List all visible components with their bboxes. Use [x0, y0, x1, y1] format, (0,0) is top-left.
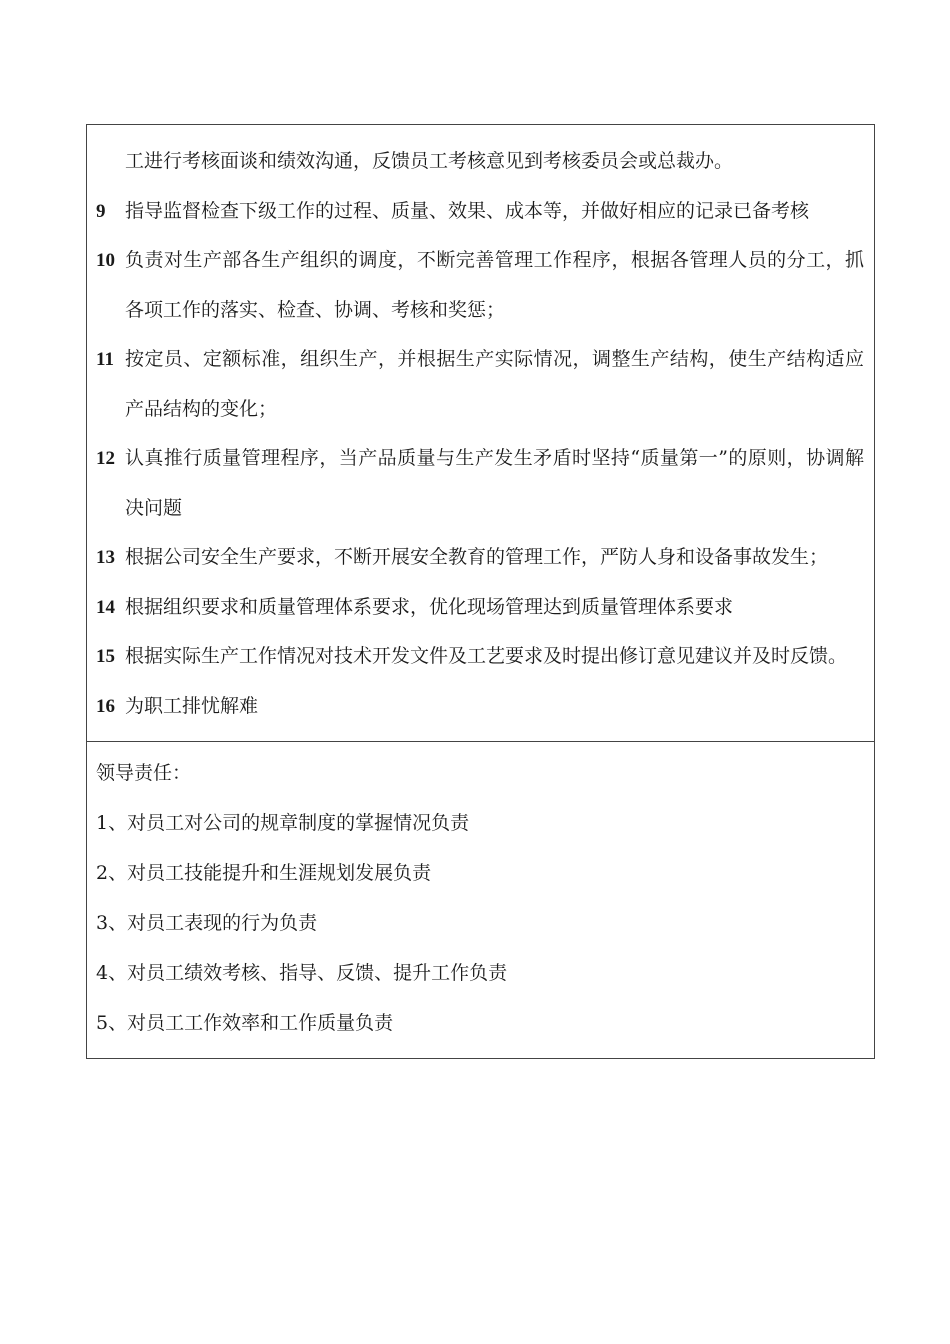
duty-number: 12: [96, 448, 115, 469]
leadership-item: 2、对员工技能提升和生涯规划发展负责: [96, 862, 432, 884]
duty-item: [96, 533, 864, 583]
duty-number: 16: [96, 695, 115, 717]
leadership-item: 4、对员工绩效考核、指导、反馈、提升工作负责: [96, 962, 508, 984]
duty-number: 14: [96, 596, 115, 618]
duty-number: [96, 137, 125, 187]
duty-number: 13: [96, 547, 115, 568]
duty-number: 10: [96, 250, 115, 271]
duty-number: 11: [96, 349, 114, 370]
responsibility-table: [86, 124, 875, 1059]
duty-text: 根据公司安全生产要求，不断开展安全教育的管理工作，严防人身和设备事故发生；: [125, 546, 829, 568]
leadership-item: 3、对员工表现的行为负责: [96, 912, 318, 934]
duty-number: 9: [96, 200, 106, 222]
duties-section: [87, 125, 874, 741]
duty-text: 为职工排忧解难: [125, 694, 259, 717]
duty-item: [96, 632, 864, 682]
leadership-item: 1、对员工对公司的规章制度的掌握情况负责: [96, 812, 470, 834]
duty-item: [96, 335, 864, 434]
leadership-section: [87, 741, 874, 1058]
duty-text: 工进行考核面谈和绩效沟通，反馈员工考核意见到考核委员会或总裁办。: [125, 150, 734, 172]
duty-text: 根据组织要求和质量管理体系要求，优化现场管理达到质量管理体系要求: [125, 595, 734, 618]
duty-number: 15: [96, 646, 115, 667]
duty-item: [96, 137, 864, 187]
duty-text: 负责对生产部各生产组织的调度，不断完善管理工作程序，根据各管理人员的分工，抓各项工作的落实、检查、协调、考核和奖惩；: [125, 249, 864, 321]
leadership-title: 领导责任：: [96, 762, 192, 784]
duty-text: 根据实际生产工作情况对技术开发文件及工艺要求及时提出修订意见建议并及时反馈。: [125, 645, 848, 667]
duty-item: [96, 583, 864, 633]
duty-text: 指导监督检查下级工作的过程、质量、效果、成本等，并做好相应的记录已备考核: [125, 199, 810, 222]
duty-item: [96, 236, 864, 335]
duty-text: 认真推行质量管理程序，当产品质量与生产发生矛盾时坚持“质量第一”的原则，协调解决问题: [125, 447, 864, 519]
duty-item: [96, 434, 864, 533]
duty-item: [96, 682, 864, 732]
duty-item: [96, 187, 864, 237]
leadership-item: 5、对员工工作效率和工作质量负责: [96, 1012, 394, 1034]
duty-text: 按定员、定额标准，组织生产，并根据生产实际情况，调整生产结构，使生产结构适应产品结构的变化；: [125, 348, 864, 420]
